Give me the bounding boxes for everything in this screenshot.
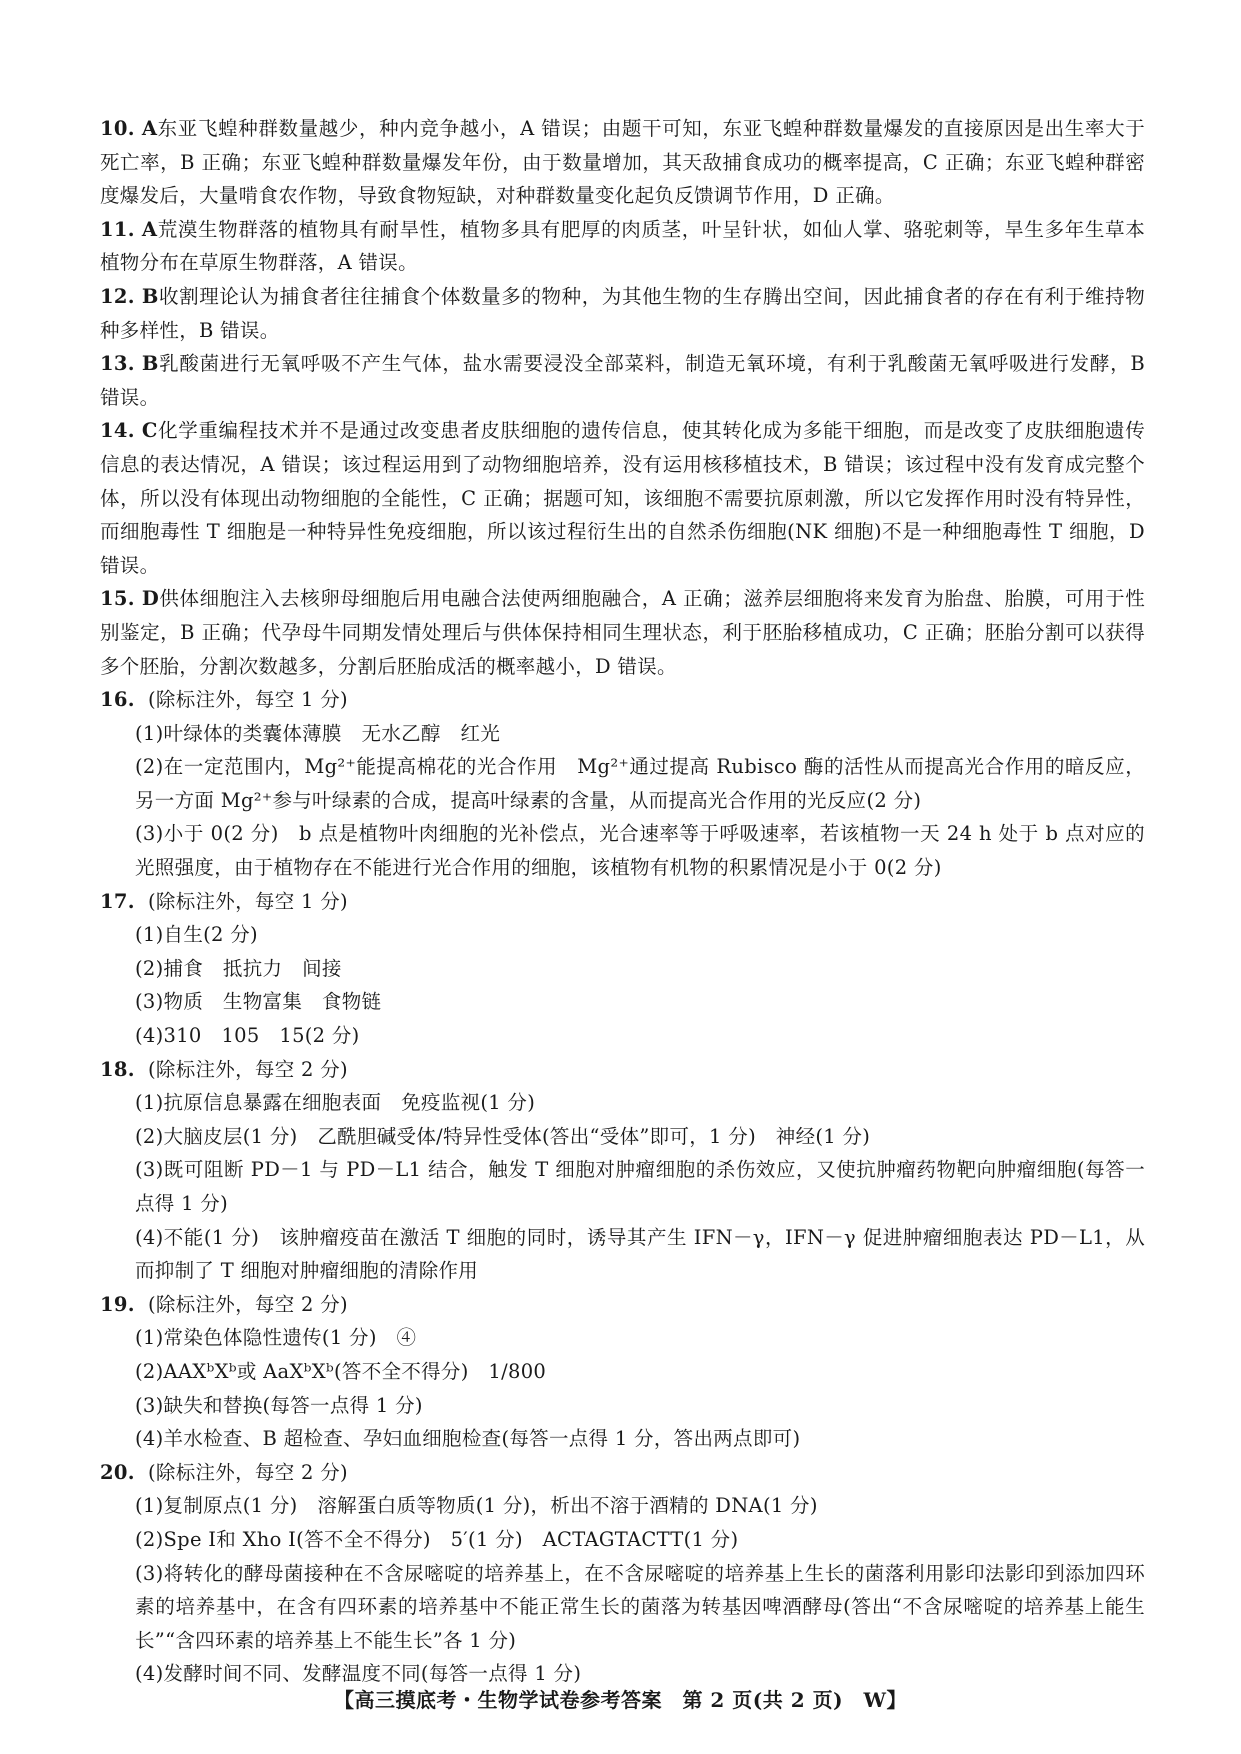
answer-item — [100, 1053, 1145, 1087]
answer-text: (除标注外，每空 1 分) — [148, 889, 348, 913]
answer-text: (除标注外，每空 2 分) — [148, 1292, 348, 1316]
answer-text: (4)不能(1 分) 该肿瘤疫苗在激活 T 细胞的同时，诱导其产生 IFN－γ，IFN－γ 促进肿瘤细胞表达 PD－L1，从而抑制了 T 细胞对肿瘤细胞的清除作用 — [135, 1225, 1145, 1283]
page-footer: 【高三摸底考・生物学试卷参考答案 第 2 页(共 2 页) W】 — [333, 1688, 908, 1712]
answer-text: (2)捕食 抵抗力 间接 — [135, 956, 342, 980]
answer-text: (4)羊水检查、B 超检查、孕妇血细胞检查(每答一点得 1 分，答出两点即可) — [135, 1427, 801, 1451]
answer-subitem — [100, 817, 1145, 884]
answer-number: 19. — [100, 1292, 135, 1316]
answer-subitem — [100, 750, 1145, 817]
answer-subitem — [100, 1389, 1145, 1423]
answer-text: 荒漠生物群落的植物具有耐旱性，植物多具有肥厚的肉质茎，叶呈针状，如仙人掌、骆驼刺等，旱生多年生草本植物分布在草原生物群落，A 错误。 — [100, 217, 1145, 275]
answer-text: (除标注外，每空 2 分) — [148, 1460, 348, 1484]
answer-subitem — [100, 952, 1145, 986]
answer-subitem — [100, 1086, 1145, 1120]
answer-subitem — [100, 985, 1145, 1019]
answer-subitem — [100, 1321, 1145, 1355]
answer-subitem — [100, 1489, 1145, 1523]
answer-item — [100, 885, 1145, 919]
answer-subitem — [100, 717, 1145, 751]
answer-list — [100, 112, 1145, 1691]
answer-number: 13. B — [100, 352, 159, 376]
answer-subitem — [100, 1019, 1145, 1053]
answer-number: 14. C — [100, 419, 158, 443]
answer-subitem — [100, 1422, 1145, 1456]
answer-text: (1)常染色体隐性遗传(1 分) ④ — [135, 1326, 417, 1350]
answer-item — [100, 1288, 1145, 1322]
answer-text: (4)310 105 15(2 分) — [135, 1024, 360, 1048]
answer-number: 20. — [100, 1460, 135, 1484]
answer-text: (4)发酵时间不同、发酵温度不同(每答一点得 1 分) — [135, 1662, 582, 1686]
answer-text: 乳酸菌进行无氧呼吸不产生气体，盐水需要浸没全部菜料，制造无氧环境，有利于乳酸菌无氧呼吸进行发酵，B 错误。 — [100, 352, 1145, 409]
answer-item — [100, 280, 1145, 347]
answer-text: (1)抗原信息暴露在细胞表面 免疫监视(1 分) — [135, 1091, 536, 1115]
answer-text: (1)自生(2 分) — [135, 923, 258, 947]
answer-text: (3)小于 0(2 分) b 点是植物叶肉细胞的光补偿点，光合速率等于呼吸速率，若该植物一天 24 h 处于 b 点对应的光照强度，由于植物存在不能进行光合作用的细胞，该植物有机物的积累情况是小于 0(2 分) — [135, 822, 1145, 880]
answer-text: (3)既可阻断 PD－1 与 PD－L1 结合，触发 T 细胞对肿瘤细胞的杀伤效应，又使抗肿瘤药物靶向肿瘤细胞(每答一点得 1 分) — [135, 1158, 1145, 1215]
answer-text: (1)复制原点(1 分) 溶解蛋白质等物质(1 分)，析出不溶于酒精的 DNA(1 分) — [135, 1494, 818, 1518]
answer-item — [100, 112, 1145, 213]
answer-number: 15. D — [100, 587, 160, 611]
answer-number: 12. B — [100, 284, 159, 308]
answer-text: (除标注外，每空 2 分) — [148, 1057, 348, 1081]
answer-text: 收割理论认为捕食者往往捕食个体数量多的物种，为其他生物的生存腾出空间，因此捕食者的存在有利于维持物种多样性，B 错误。 — [100, 284, 1145, 342]
answer-item — [100, 213, 1145, 280]
answer-text: (3)缺失和替换(每答一点得 1 分) — [135, 1393, 423, 1417]
answer-subitem — [100, 1153, 1145, 1220]
answer-text: (2)大脑皮层(1 分) 乙酰胆碱受体/特异性受体(答出“受体”即可，1 分) 神经(1 分) — [135, 1124, 871, 1148]
answer-item — [100, 347, 1145, 414]
answer-text: (1)叶绿体的类囊体薄膜 无水乙醇 红光 — [135, 721, 501, 745]
answer-item — [100, 414, 1145, 582]
answer-text: (3)将转化的酵母菌接种在不含尿嘧啶的培养基上，在不含尿嘧啶的培养基上生长的菌落利用影印法影印到添加四环素的培养基中，在含有四环素的培养基中不能正常生长的菌落为转基因啤酒酵母(答出“不含尿嘧啶的培养基上能生长”“含四环素的培养基上不能生长”各 1 分) — [135, 1561, 1145, 1652]
answer-item — [100, 582, 1145, 683]
answer-subitem — [100, 1355, 1145, 1389]
answer-subitem — [100, 1523, 1145, 1557]
answer-subitem — [100, 1221, 1145, 1288]
answer-text: (2)Spe Ⅰ和 Xho Ⅰ(答不全不得分) 5′(1 分) ACTAGTACTT(1 分) — [135, 1527, 739, 1551]
answer-text: (2)在一定范围内，Mg²⁺能提高棉花的光合作用 Mg²⁺通过提高 Rubisco 酶的活性从而提高光合作用的暗反应，另一方面 Mg²⁺参与叶绿素的合成，提高叶绿素的含量，从而提高光合作用的光反应(2 分) — [135, 755, 1145, 812]
answer-number: 16. — [100, 688, 135, 712]
answer-text: 东亚飞蝗种群数量越少，种内竞争越小，A 错误；由题干可知，东亚飞蝗种群数量爆发的直接原因是出生率大于死亡率，B 正确；东亚飞蝗种群数量爆发年份，由于数量增加，其天敌捕食成功的概率提高，C 正确；东亚飞蝗种群密度爆发后，大量啃食农作物，导致食物短缺，对种群数量变化起负反馈调节作用，D 正确。 — [100, 117, 1145, 208]
answer-text: 供体细胞注入去核卵母细胞后用电融合法使两细胞融合，A 正确；滋养层细胞将来发育为胎盘、胎膜，可用于性别鉴定，B 正确；代孕母牛同期发情处理后与供体保持相同生理状态，利于胚胎移植成功，C 正确；胚胎分割可以获得多个胚胎，分割次数越多，分割后胚胎成活的概率越小，D 错误。 — [100, 587, 1145, 678]
answer-subitem — [100, 1557, 1145, 1658]
answer-number: 11. A — [100, 217, 158, 241]
answer-number: 17. — [100, 889, 135, 913]
answer-item — [100, 1456, 1145, 1490]
answer-subitem — [100, 918, 1145, 952]
answer-text: (2)AAXᵇXᵇ或 AaXᵇXᵇ(答不全不得分) 1/800 — [135, 1359, 547, 1383]
answer-subitem — [100, 1120, 1145, 1154]
answer-text: 化学重编程技术并不是通过改变患者皮肤细胞的遗传信息，使其转化成为多能干细胞，而是改变了皮肤细胞遗传信息的表达情况，A 错误；该过程运用到了动物细胞培养，没有运用核移植技术，B 错误；该过程中没有发育成完整个体，所以没有体现出动物细胞的全能性，C 正确；据题可知，该细胞不需要抗原刺激，所以它发挥作用时没有特异性，而细胞毒性 T 细胞是一种特异性免疫细胞，所以该过程衍生出的自然杀伤细胞(NK 细胞)不是一种细胞毒性 T 细胞，D 错误。 — [100, 419, 1145, 577]
answer-item — [100, 683, 1145, 717]
answer-number: 18. — [100, 1057, 135, 1081]
answer-text: (3)物质 生物富集 食物链 — [135, 990, 382, 1014]
answer-number: 10. A — [100, 117, 158, 140]
answer-text: (除标注外，每空 1 分) — [148, 688, 348, 712]
